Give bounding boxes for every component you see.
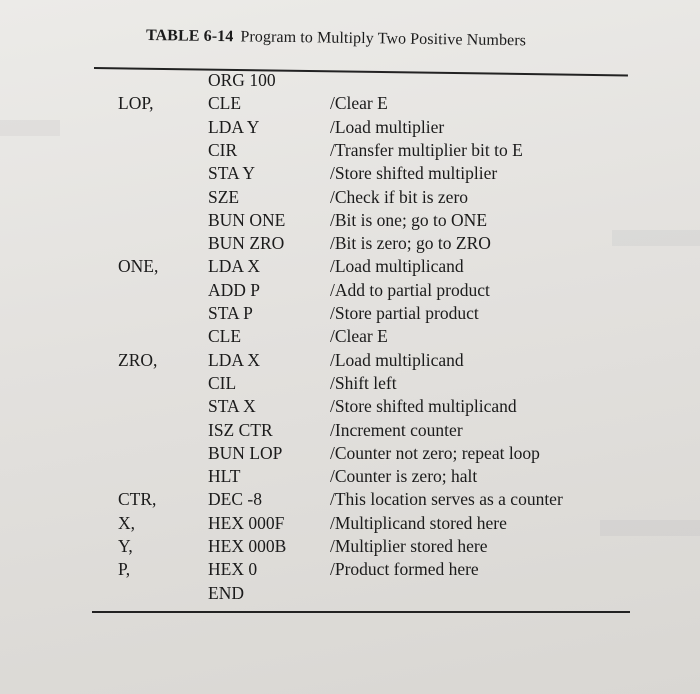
line-label: LOP, <box>118 93 154 114</box>
line-instruction: HEX 000F <box>208 512 285 533</box>
line-instruction: HEX 000B <box>208 536 287 556</box>
line-instruction: DEC -8 <box>208 489 262 510</box>
program-line <box>0 558 700 581</box>
line-comment: /Multiplier stored here <box>330 536 488 556</box>
line-instruction: BUN ONE <box>208 209 286 230</box>
line-label: CTR, <box>118 489 157 510</box>
line-instruction: BUN ZRO <box>208 233 285 254</box>
line-label: ONE, <box>118 256 159 277</box>
line-comment: /Add to partial product <box>330 279 490 300</box>
line-instruction: LDA X <box>208 256 261 277</box>
line-instruction: SZE <box>208 186 240 207</box>
line-comment: /Store shifted multiplicand <box>330 396 517 417</box>
line-comment: /Counter is zero; halt <box>330 466 478 487</box>
line-instruction: STA P <box>208 303 253 323</box>
program-line <box>0 582 700 605</box>
program-line <box>0 209 700 232</box>
program-line <box>0 488 700 511</box>
program-line <box>0 442 700 465</box>
line-comment: /Transfer multiplier bit to E <box>330 139 523 160</box>
table-title: Program to Multiply Two Positive Numbers <box>240 28 527 50</box>
line-label: X, <box>118 512 136 533</box>
line-instruction: END <box>208 582 244 603</box>
program-line <box>0 232 700 255</box>
line-instruction: HEX 0 <box>208 559 258 580</box>
line-comment: /Load multiplicand <box>330 349 464 370</box>
line-comment: /Multiplicand stored here <box>330 512 507 533</box>
line-instruction: ADD P <box>208 279 261 300</box>
line-comment: /Counter not zero; repeat loop <box>330 442 540 463</box>
line-label: Y, <box>118 536 133 556</box>
line-comment: /Shift left <box>330 372 397 393</box>
line-instruction: CLE <box>208 326 242 347</box>
program-line <box>0 512 700 535</box>
program-line <box>0 279 700 302</box>
line-instruction: LDA X <box>208 349 261 370</box>
program-line <box>0 116 700 139</box>
line-instruction: STA X <box>208 396 256 417</box>
bottom-rule <box>92 611 630 613</box>
program-line <box>0 162 700 185</box>
program-line <box>0 325 700 348</box>
line-instruction: CIL <box>208 372 237 393</box>
program-line <box>0 465 700 488</box>
line-comment: /Store shifted multiplier <box>330 163 498 184</box>
line-instruction: ISZ CTR <box>208 419 273 440</box>
line-comment: /Increment counter <box>330 419 463 440</box>
program-line <box>0 92 700 115</box>
line-instruction: BUN LOP <box>208 442 283 463</box>
line-comment: /Clear E <box>330 326 388 347</box>
line-comment: /This location serves as a counter <box>330 489 563 510</box>
line-instruction: CLE <box>208 93 242 114</box>
program-line <box>0 395 700 418</box>
program-line <box>0 349 700 372</box>
line-comment: /Store partial product <box>330 303 479 323</box>
line-label: ZRO, <box>118 349 158 370</box>
line-comment: /Bit is zero; go to ZRO <box>330 233 491 254</box>
line-label: P, <box>118 559 131 580</box>
line-instruction: LDA Y <box>208 116 260 137</box>
program-line <box>0 69 700 92</box>
program-line <box>0 186 700 209</box>
line-instruction: ORG 100 <box>208 70 276 90</box>
line-comment: /Check if bit is zero <box>330 186 469 207</box>
line-comment: /Bit is one; go to ONE <box>330 209 488 230</box>
program-line <box>0 255 700 278</box>
line-instruction: CIR <box>208 139 238 160</box>
line-instruction: STA Y <box>208 163 256 184</box>
line-comment: /Load multiplicand <box>330 256 464 277</box>
program-line <box>0 419 700 442</box>
program-line <box>0 139 700 162</box>
line-comment: /Clear E <box>330 93 388 114</box>
program-line <box>0 302 700 325</box>
line-comment: /Load multiplier <box>330 116 445 137</box>
program-line <box>0 372 700 395</box>
line-comment: /Product formed here <box>330 559 479 580</box>
table-number: TABLE 6-14 <box>145 27 234 46</box>
line-instruction: HLT <box>208 466 241 487</box>
program-line <box>0 535 700 558</box>
